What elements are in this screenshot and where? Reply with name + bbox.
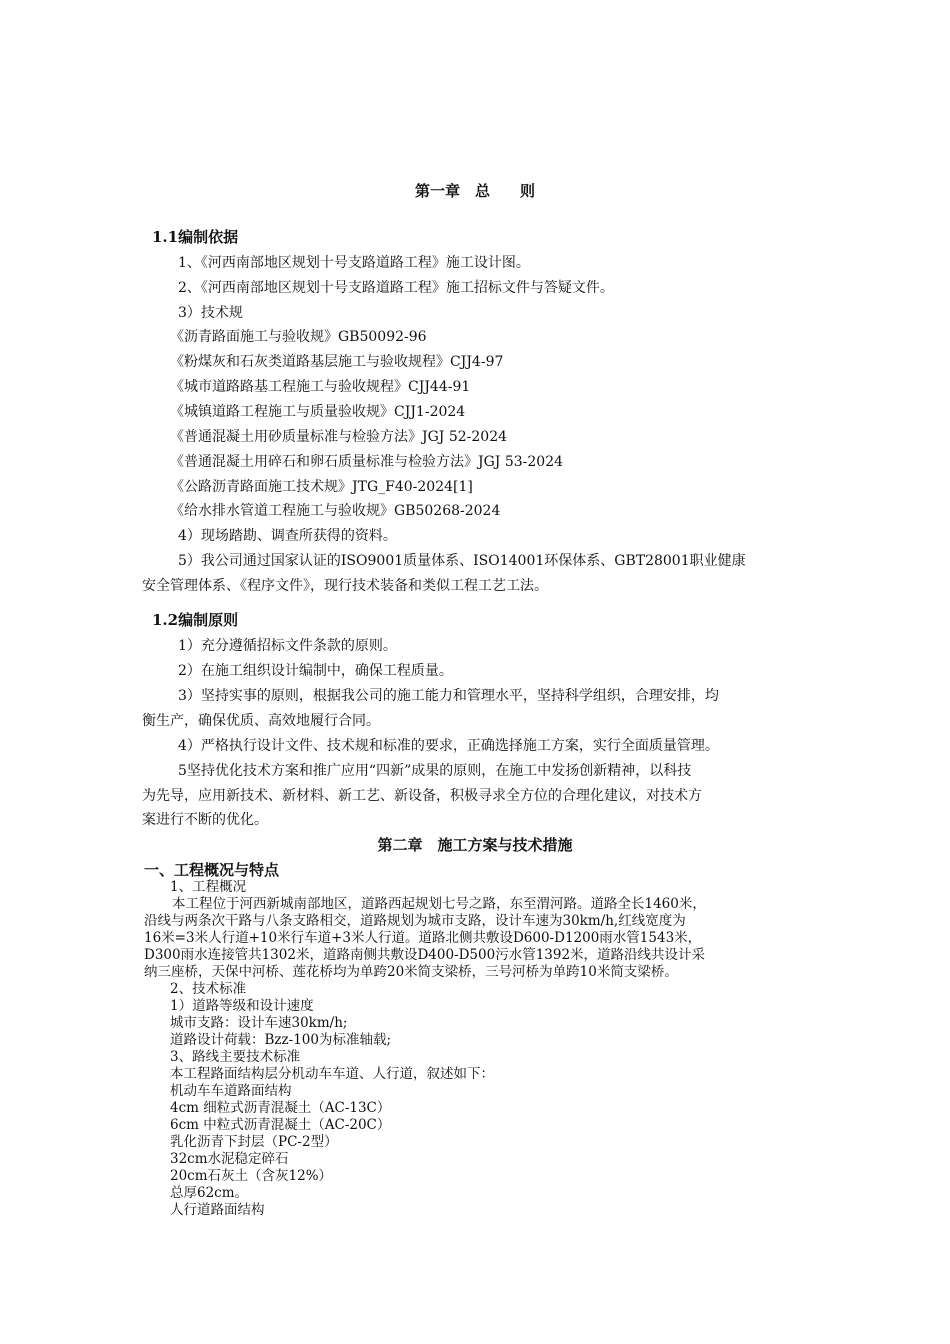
basis-item: 4）现场踏勘、调查所获得的资料。	[178, 528, 397, 544]
principle-item: 1）充分遵循招标文件条款的原则。	[178, 638, 397, 654]
basis-item-5-line-1: 5）我公司通过国家认证的ISO9001质量体系、ISO14001环保体系、GBT28001职业健康	[178, 553, 746, 569]
standard-item: 《给水排水管道工程施工与验收规》GB50268-2024	[170, 503, 501, 519]
chapter-1-title: 第一章 总 则	[414, 182, 535, 200]
standard-item: 《普通混凝土用碎石和卵石质量标准与检验方法》JGJ 53-2024	[170, 454, 564, 470]
project-description: 本工程位于河西新城南部地区，道路西起规划七号之路，东至渭河路。道路全长1460米， 沿线与两条次干路与八条支路相交，道路规划为城市支路，设计车速为30km/h,红线宽度为 16米=3米人行道+10米行车道+3米人行道。道路北侧共敷设D600-D1200雨水管1543米， D300雨水连接管共1302米，道路南侧共敷设D400-D500污水管1392米，道路沿线共设计采 纳三座桥，天保中河桥、莲花桥均为单跨20米简支梁桥，三号河桥为单跨10米简支梁桥。	[144, 896, 706, 980]
chapter-2-title: 第二章 施工方案与技术措施	[377, 836, 573, 854]
principle-item: 为先导，应用新技术、新材料、新工艺、新设备，积极寻求全方位的合理化建议，对技术方	[142, 788, 702, 804]
standard-item: 《沥青路面施工与验收规》GB50092-96	[170, 329, 427, 345]
basis-item-5-line-2: 安全管理体系、《程序文件》，现行技术装备和类似工程工艺工法。	[142, 578, 548, 594]
section-1-1-title: 1.1编制依据	[152, 228, 239, 246]
standard-item: 《城镇道路工程施工与质量验收规》CJJ1-2024	[170, 404, 466, 420]
section-title-project-overview: 一、工程概况与特点	[144, 861, 280, 879]
basis-item: 3）技术规	[178, 305, 243, 321]
principle-item: 5坚持优化技术方案和推广应用“四新”成果的原则，在施工中发扬创新精神，以科技	[178, 763, 692, 779]
standard-item: 《普通混凝土用砂质量标准与检验方法》JGJ 52-2024	[170, 429, 508, 445]
principle-item: 3）坚持实事的原则，根据我公司的施工能力和管理水平，坚持科学组织，合理安排，均	[178, 688, 719, 704]
technical-standards-list: 2、技术标准 1）道路等级和设计速度 城市支路：设计车速30km/h; 道路设计荷载：Bzz-100为标准轴载; 3、路线主要技术标准 本工程路面结构层分机动车车道、人行道，叙述如下： 机动车车道路面结构 4cm 细粒式沥青混凝土（AC-13C） 6cm 中粒式沥青混凝土（AC-20C） 乳化沥青下封层（PC-2型） 32cm水泥稳定碎石 20cm石灰土（含灰12%） 总厚62cm。 人行道路面结构	[170, 981, 494, 1218]
principle-item: 4）严格执行设计文件、技术规和标准的要求，正确选择施工方案，实行全面质量管理。	[178, 738, 719, 754]
standard-item: 《城市道路路基工程施工与验收规程》CJJ44-91	[170, 379, 471, 395]
sub-heading: 1、工程概况	[170, 879, 247, 895]
basis-item: 1、《河西南部地区规划十号支路道路工程》施工设计图。	[178, 255, 530, 271]
principle-item: 2）在施工组织设计编制中，确保工程质量。	[178, 663, 453, 679]
principle-item: 衡生产，确保优质、高效地履行合同。	[142, 713, 380, 729]
standard-item: 《粉煤灰和石灰类道路基层施工与验收规程》CJJ4-97	[170, 354, 504, 370]
standard-item: 《公路沥青路面施工技术规》JTG_F40-2024[1]	[170, 479, 473, 495]
basis-item: 2、《河西南部地区规划十号支路道路工程》施工招标文件与答疑文件。	[178, 280, 614, 296]
section-1-2-title: 1.2编制原则	[152, 611, 239, 629]
principle-item: 案进行不断的优化。	[142, 812, 268, 828]
